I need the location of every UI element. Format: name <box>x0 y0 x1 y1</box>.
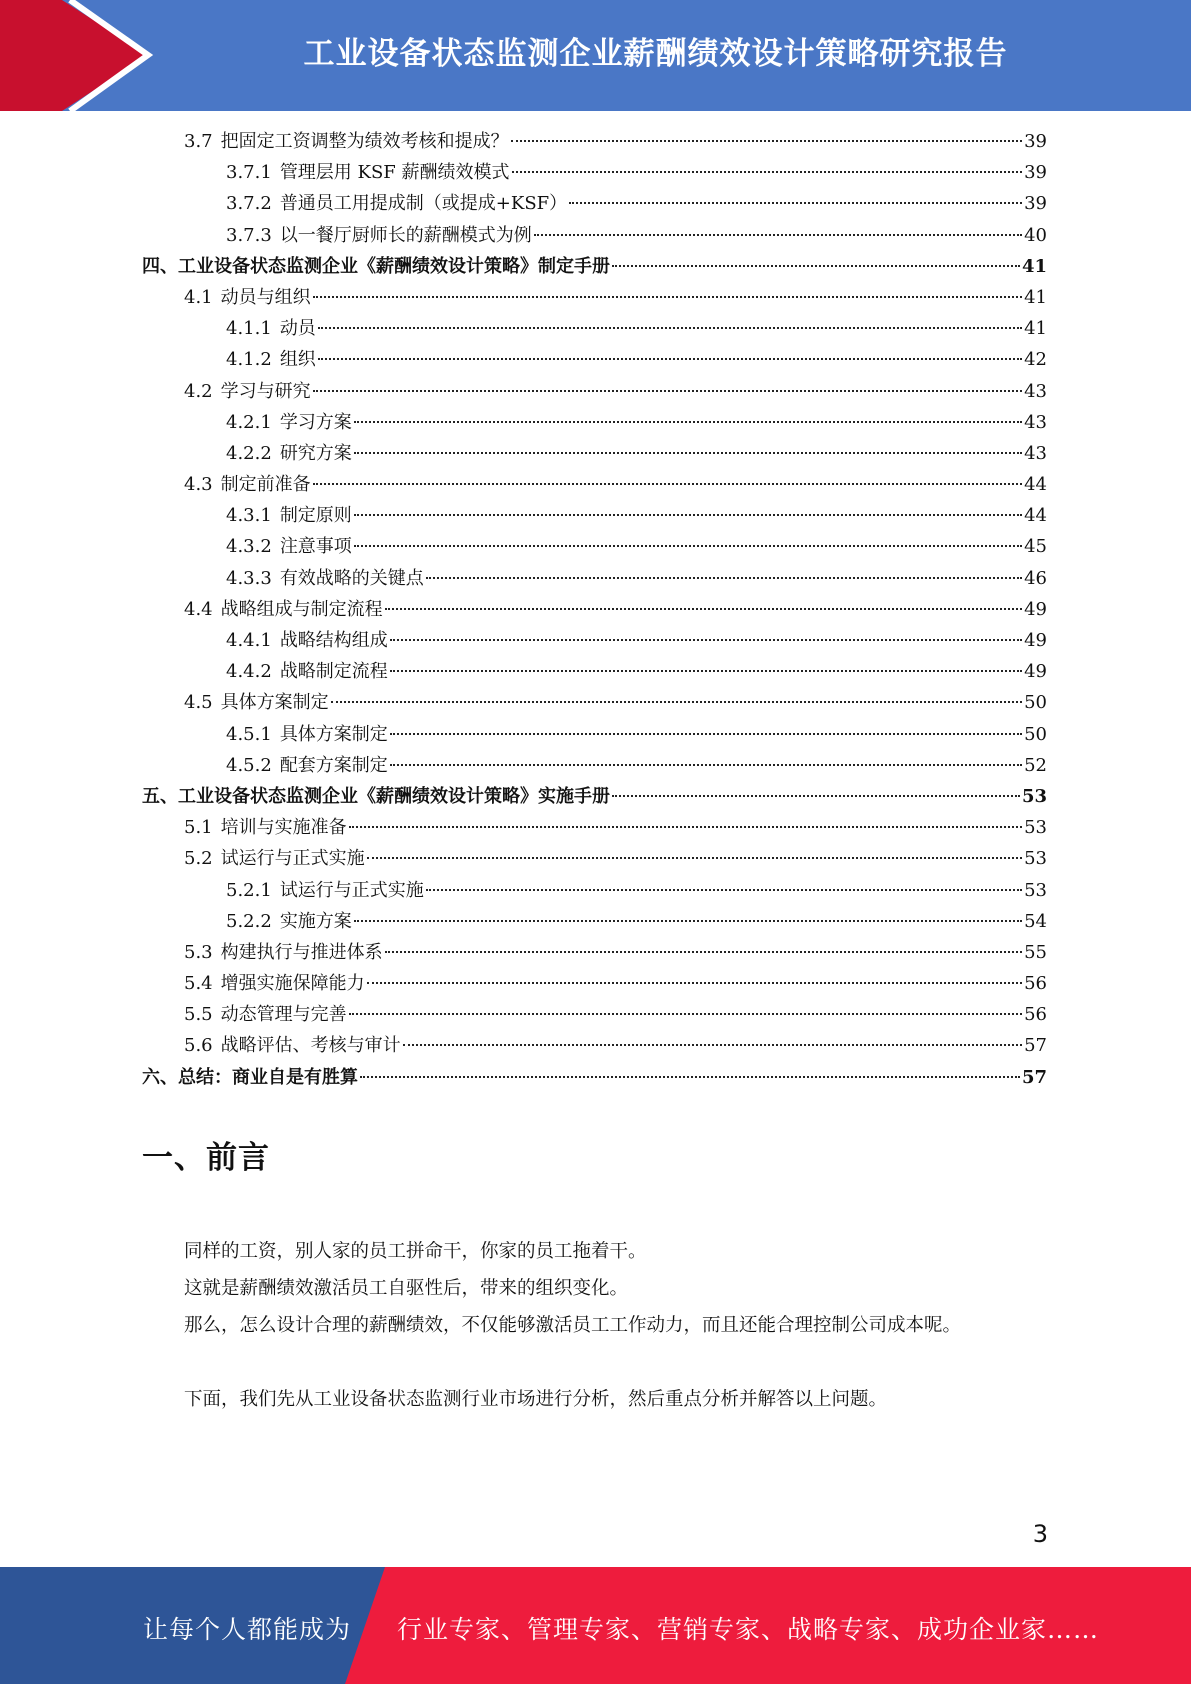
toc-entry[interactable] <box>142 221 1047 252</box>
toc-dot-leader <box>390 764 1022 766</box>
toc-entry-number: 4.3.3 <box>226 567 272 589</box>
toc-dot-leader <box>612 265 1020 267</box>
toc-entry-page: 50 <box>1024 723 1047 745</box>
toc-dot-leader <box>426 889 1022 891</box>
toc-entry-title: 战略评估、考核与审计 <box>220 1035 401 1057</box>
toc-entry-title: 六、总结：商业自是有胜算 <box>142 1066 358 1088</box>
toc-entry[interactable] <box>142 1063 1047 1094</box>
toc-entry-page: 49 <box>1024 661 1047 683</box>
toc-entry-page: 57 <box>1021 1066 1047 1088</box>
toc-dot-leader <box>313 296 1022 298</box>
toc-entry-number: 5.6 <box>184 1035 213 1057</box>
paragraph: 那么，怎么设计合理的薪酬绩效，不仅能够激活员工工作动力，而且还能合理控制公司成本呢。 <box>184 1315 962 1336</box>
toc-entry-page: 42 <box>1024 349 1047 371</box>
toc-entry-page: 56 <box>1024 1004 1047 1026</box>
toc-entry[interactable] <box>142 688 1047 719</box>
toc-entry[interactable] <box>142 907 1047 938</box>
toc-entry-page: 41 <box>1024 286 1047 308</box>
toc-entry-title: 动态管理与完善 <box>220 1004 347 1026</box>
toc-entry[interactable] <box>142 501 1047 532</box>
toc-dot-leader <box>569 202 1022 204</box>
toc-entry-title: 有效战略的关键点 <box>279 567 424 589</box>
toc-entry-page: 40 <box>1024 224 1047 246</box>
toc-entry-page: 43 <box>1024 380 1047 402</box>
footer-roles: 行业专家、管理专家、营销专家、战略专家、成功企业家…… <box>397 1615 1100 1644</box>
toc-entry-page: 53 <box>1021 785 1047 807</box>
toc-entry-number: 4.2.2 <box>226 442 272 464</box>
toc-entry-number: 4.3.2 <box>226 536 272 558</box>
toc-entry[interactable] <box>142 626 1047 657</box>
toc-entry[interactable] <box>142 782 1047 813</box>
toc-entry-page: 45 <box>1024 536 1047 558</box>
toc-entry-title: 四、工业设备状态监测企业《薪酬绩效设计策略》制定手册 <box>142 255 610 277</box>
toc-entry[interactable] <box>142 813 1047 844</box>
toc-entry[interactable] <box>142 751 1047 782</box>
toc-entry-page: 39 <box>1024 131 1047 152</box>
page-header <box>0 0 1191 111</box>
toc-entry-number: 4.4.1 <box>226 630 272 651</box>
toc-entry-page: 41 <box>1024 318 1047 340</box>
toc-dot-leader <box>390 670 1022 672</box>
toc-entry[interactable] <box>142 1000 1047 1031</box>
toc-entry[interactable] <box>142 844 1047 875</box>
toc-entry-title: 五、工业设备状态监测企业《薪酬绩效设计策略》实施手册 <box>142 785 610 807</box>
toc-entry[interactable] <box>142 470 1047 501</box>
toc-entry-number: 4.4 <box>184 598 213 620</box>
toc-entry[interactable] <box>142 720 1047 751</box>
toc-entry-number: 5.4 <box>184 973 213 995</box>
page-number: 3 <box>1032 1520 1048 1548</box>
toc-entry-title: 学习方案 <box>279 411 352 433</box>
toc-entry-number: 3.7.1 <box>226 162 272 184</box>
toc-entry[interactable] <box>142 938 1047 969</box>
toc-entry-number: 4.1.2 <box>226 349 272 371</box>
toc-entry-number: 5.5 <box>184 1004 213 1026</box>
toc-entry-number: 3.7.2 <box>226 193 272 215</box>
toc-entry-number: 4.1 <box>184 286 213 308</box>
toc-entry-title: 制定原则 <box>279 505 352 527</box>
toc-dot-leader <box>390 639 1022 641</box>
toc-entry-number: 4.5.2 <box>226 754 272 776</box>
toc-dot-leader <box>331 701 1022 703</box>
toc-entry-number: 5.3 <box>184 941 213 963</box>
toc-entry-number: 5.2.1 <box>226 879 272 901</box>
body-text <box>142 1233 1032 1418</box>
toc-dot-leader <box>318 327 1022 329</box>
section-heading: 一、前言 <box>142 1140 270 1176</box>
table-of-contents <box>142 127 1047 1094</box>
toc-dot-leader <box>367 982 1022 984</box>
toc-entry-page: 50 <box>1024 692 1047 714</box>
toc-entry-page: 49 <box>1024 598 1047 620</box>
toc-dot-leader <box>360 1076 1020 1078</box>
toc-entry-title: 战略制定流程 <box>279 661 388 683</box>
toc-dot-leader <box>354 452 1022 454</box>
toc-entry-page: 44 <box>1024 505 1047 527</box>
toc-dot-leader <box>349 1013 1022 1015</box>
toc-dot-leader <box>313 390 1022 392</box>
toc-entry-page: 56 <box>1024 973 1047 995</box>
toc-dot-leader <box>534 234 1022 236</box>
toc-entry[interactable] <box>142 127 1047 158</box>
toc-entry-title: 组织 <box>279 349 316 371</box>
toc-entry-page: 57 <box>1024 1035 1047 1057</box>
toc-entry-title: 战略结构组成 <box>279 630 388 651</box>
toc-dot-leader <box>385 951 1022 953</box>
toc-entry-number: 5.2 <box>184 848 213 870</box>
toc-entry[interactable] <box>142 345 1047 376</box>
toc-entry-number: 5.2.2 <box>226 910 272 932</box>
toc-dot-leader <box>511 140 1022 142</box>
toc-entry-title: 配套方案制定 <box>279 754 388 776</box>
toc-entry-page: 41 <box>1021 255 1047 277</box>
toc-entry-number: 4.5.1 <box>226 723 272 745</box>
toc-entry-title: 以一餐厅厨师长的薪酬模式为例 <box>279 224 532 246</box>
toc-entry-title: 管理层用 KSF 薪酬绩效模式 <box>279 162 510 184</box>
toc-entry-number: 4.5 <box>184 692 213 714</box>
toc-dot-leader <box>385 608 1022 610</box>
toc-entry-number: 3.7 <box>184 131 213 152</box>
toc-entry-number: 4.2.1 <box>226 411 272 433</box>
toc-entry-page: 39 <box>1024 193 1047 215</box>
toc-entry[interactable] <box>142 314 1047 345</box>
page-footer <box>0 1567 1191 1684</box>
toc-dot-leader <box>354 920 1022 922</box>
toc-entry[interactable] <box>142 439 1047 470</box>
toc-entry-page: 52 <box>1024 754 1047 776</box>
paragraph: 同样的工资，别人家的员工拼命干，你家的员工拖着干。 <box>184 1241 647 1262</box>
toc-entry[interactable] <box>142 564 1047 595</box>
toc-entry-page: 46 <box>1024 567 1047 589</box>
toc-entry[interactable] <box>142 1031 1047 1062</box>
toc-entry-title: 动员 <box>279 318 316 340</box>
toc-entry-title: 把固定工资调整为绩效考核和提成？ <box>220 131 509 152</box>
toc-dot-leader <box>354 545 1022 547</box>
toc-entry-title: 学习与研究 <box>220 380 311 402</box>
toc-entry-page: 55 <box>1024 941 1047 963</box>
toc-entry[interactable] <box>142 408 1047 439</box>
toc-entry[interactable] <box>142 158 1047 189</box>
toc-dot-leader <box>512 171 1023 173</box>
toc-entry-page: 39 <box>1024 162 1047 184</box>
toc-entry-title: 普通员工用提成制（或提成+KSF） <box>279 193 568 215</box>
toc-entry-title: 试运行与正式实施 <box>279 879 424 901</box>
paragraph: 这就是薪酬绩效激活员工自驱性后，带来的组织变化。 <box>184 1278 629 1299</box>
toc-entry-number: 4.2 <box>184 380 213 402</box>
toc-entry[interactable] <box>142 283 1047 314</box>
toc-entry-number: 3.7.3 <box>226 224 272 246</box>
toc-entry-page: 53 <box>1024 848 1047 870</box>
toc-entry-number: 4.4.2 <box>226 661 272 683</box>
toc-entry[interactable] <box>142 595 1047 626</box>
toc-dot-leader <box>426 577 1022 579</box>
toc-dot-leader <box>403 1044 1022 1046</box>
toc-entry-page: 54 <box>1024 910 1047 932</box>
toc-entry-number: 4.1.1 <box>226 318 272 340</box>
toc-entry[interactable] <box>142 969 1047 1000</box>
toc-entry-title: 具体方案制定 <box>279 723 388 745</box>
toc-entry-number: 4.3 <box>184 474 213 496</box>
toc-entry-title: 注意事项 <box>279 536 352 558</box>
toc-entry[interactable] <box>142 657 1047 688</box>
toc-dot-leader <box>390 733 1022 735</box>
toc-entry-title: 研究方案 <box>279 442 352 464</box>
toc-entry[interactable] <box>142 377 1047 408</box>
toc-entry-title: 增强实施保障能力 <box>220 973 365 995</box>
report-title: 工业设备状态监测企业薪酬绩效设计策略研究报告 <box>303 36 1008 72</box>
toc-entry-title: 构建执行与推进体系 <box>220 941 383 963</box>
toc-dot-leader <box>349 826 1022 828</box>
toc-dot-leader <box>612 795 1020 797</box>
toc-entry-title: 动员与组织 <box>220 286 311 308</box>
toc-entry-number: 5.1 <box>184 817 213 839</box>
toc-entry-title: 实施方案 <box>279 910 352 932</box>
toc-entry-page: 43 <box>1024 442 1047 464</box>
toc-dot-leader <box>354 514 1022 516</box>
toc-entry-page: 44 <box>1024 474 1047 496</box>
toc-entry-page: 43 <box>1024 411 1047 433</box>
toc-entry[interactable] <box>142 532 1047 563</box>
toc-entry-page: 49 <box>1024 630 1047 651</box>
toc-entry-title: 试运行与正式实施 <box>220 848 365 870</box>
toc-entry-title: 具体方案制定 <box>220 692 329 714</box>
toc-entry-number: 4.3.1 <box>226 505 272 527</box>
paragraph: 下面，我们先从工业设备状态监测行业市场进行分析，然后重点分析并解答以上问题。 <box>184 1389 888 1410</box>
toc-dot-leader <box>354 421 1022 423</box>
toc-dot-leader <box>318 358 1022 360</box>
toc-entry-title: 制定前准备 <box>220 474 311 496</box>
toc-dot-leader <box>367 857 1022 859</box>
toc-entry[interactable] <box>142 189 1047 220</box>
toc-entry[interactable] <box>142 252 1047 283</box>
toc-entry-page: 53 <box>1024 879 1047 901</box>
toc-entry-page: 53 <box>1024 817 1047 839</box>
toc-entry[interactable] <box>142 876 1047 907</box>
footer-slogan: 让每个人都能成为 <box>143 1615 352 1644</box>
toc-dot-leader <box>313 483 1022 485</box>
toc-entry-title: 培训与实施准备 <box>220 817 347 839</box>
toc-entry-title: 战略组成与制定流程 <box>220 598 383 620</box>
